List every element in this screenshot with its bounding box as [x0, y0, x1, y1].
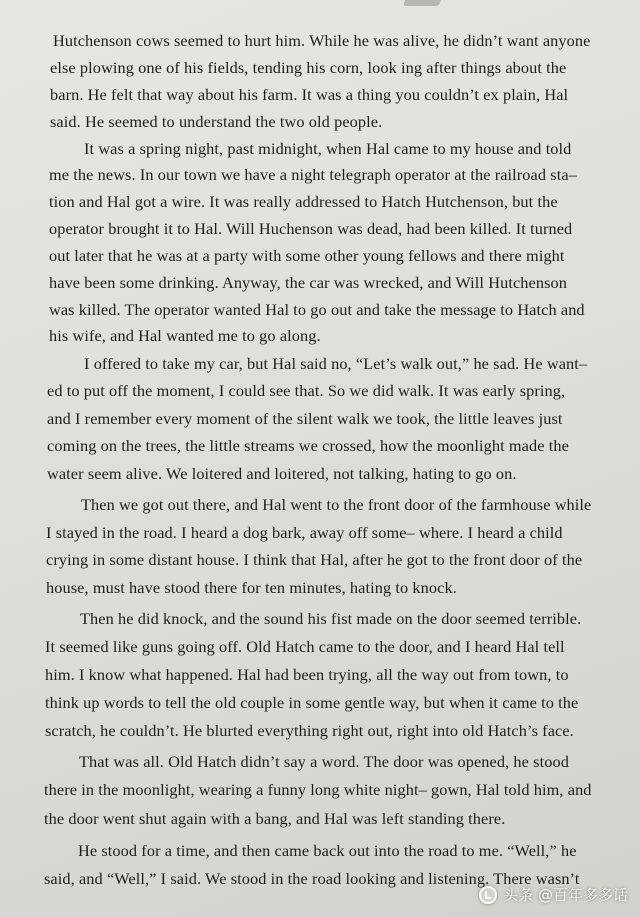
text-line: was killed. The operator wanted Hal to go out and take the message to Hatch and: [49, 300, 585, 319]
text-line: have been some drinking. Anyway, the car was wrecked, and Will Hutchenson: [49, 273, 567, 292]
watermark-logo-icon: [479, 886, 497, 904]
text-line: I stayed in the road. I heard a dog bark, away off some– where. I heard a child: [46, 523, 563, 542]
text-line: barn. He felt that way about his farm. It was a thing you couldn’t ex plain, Hal: [50, 85, 569, 104]
text-line: else plowing one of his fields, tending his corn, look ing after things about the: [50, 58, 567, 77]
text-line: operator brought it to Hal. Will Huchenson was dead, had been killed. It turned: [49, 219, 573, 238]
text-line: scratch, he couldn’t. He blurted everything right out, right into old Hatch’s face.: [45, 721, 574, 740]
text-line: coming on the trees, the little streams we crossed, how the moonlight made the: [47, 436, 569, 455]
page-edge-mark: [403, 0, 443, 6]
text-line: tion and Hal got a wire. It was really addressed to Hatch Hutchenson, but the: [49, 192, 558, 211]
text-line: Then we got out there, and Hal went to the front door of the farmhouse while: [81, 495, 592, 514]
text-line: water seem alive. We loitered and loitered, not talking, hating to go on.: [47, 464, 517, 483]
text-line: He stood for a time, and then came back out into the road to me. “Well,” he: [78, 841, 577, 860]
text-line: there in the moonlight, wearing a funny long white night– gown, Hal told him, and: [44, 780, 592, 799]
watermark-text: 头条 @百年多多话: [503, 886, 628, 904]
text-line: his wife, and Hal wanted me to go along.: [49, 326, 321, 345]
text-line: think up words to tell the old couple in some gentle way, but when it came to the: [45, 693, 579, 712]
text-line: and I remember every moment of the silent walk we took, the little leaves just: [47, 409, 563, 428]
text-line: Then he did knock, and the sound his fist made on the door seemed terrible.: [80, 609, 582, 628]
text-line: house, must have stood there for ten minutes, hating to knock.: [46, 578, 457, 597]
watermark: [479, 884, 628, 905]
text-line: me the news. In our town we have a night telegraph operator at the railroad sta–: [49, 165, 577, 184]
text-line: crying in some distant house. I think that Hal, after he got to the front door of the: [46, 550, 583, 569]
text-line: said. He seemed to understand the two old people.: [50, 112, 383, 131]
text-line: him. I know what happened. Hal had been trying, all the way out from town, to: [45, 665, 569, 684]
text-line: It seemed like guns going off. Old Hatch came to the door, and I heard Hal tell: [45, 637, 565, 656]
text-line: Hutchenson cows seemed to hurt him. While he was alive, he didn’t want anyone: [53, 31, 591, 50]
text-line: out later that he was at a party with some other young fellows and there might: [49, 246, 565, 265]
text-line: I offered to take my car, but Hal said no, “Let’s walk out,” he sad. He want–: [84, 354, 588, 373]
text-line: said, and “Well,” I said. We stood in the road looking and listening. There wasn’t: [44, 869, 580, 888]
text-line: It was a spring night, past midnight, when Hal came to my house and told: [84, 139, 572, 158]
text-line: That was all. Old Hatch didn’t say a word. The door was opened, he stood: [79, 752, 569, 771]
text-line: ed to put off the moment, I could see that. So we did walk. It was early spring,: [47, 381, 566, 400]
text-line: the door went shut again with a bang, and Hal was left standing there.: [44, 809, 506, 828]
